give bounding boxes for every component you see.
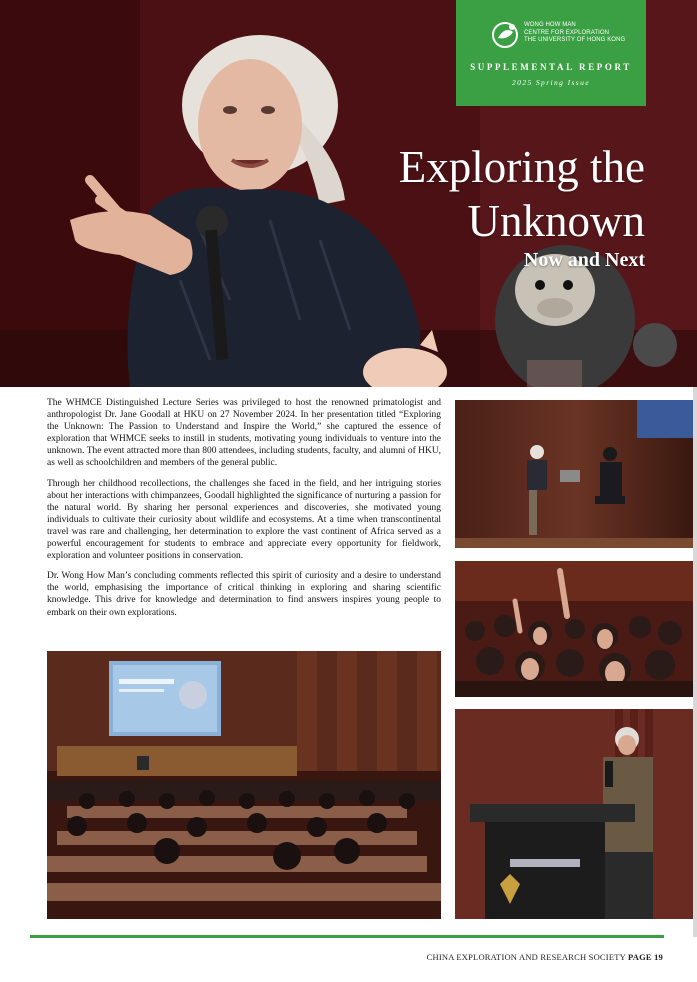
page-subtitle: Now and Next [523,249,645,271]
auditorium-illustration [47,651,441,919]
stage-conversation-illustration [455,400,694,548]
photo-speaker-podium [455,709,694,919]
org-line-1: WONG HOW MAN [524,22,576,28]
issue-label: 2025 Spring Issue [512,78,590,87]
report-label: SUPPLEMENTAL REPORT [470,62,632,72]
audience-hands-illustration [455,561,694,697]
speaker-podium-illustration [455,709,694,919]
footer-rule [30,935,664,938]
title-line-1: Exploring the [398,142,645,192]
page-footer [427,952,663,962]
photo-audience-hands [455,561,694,697]
paragraph-2: Through her childhood recollections, the challenges she faced in the field, and her intriguing stories about her interactions with chimpanzees, Goodall highlighted the significance of nurturing a passion for the natural world. By sharing her personal experiences and discoveries, she motivated young individuals to cultivate their curiosity about wildlife and ecosystems. At a time when transcontinental travel was rare and challenging, her determination to explore the vast continent of Africa served as a powerful encouragement for students to embrace and appreciate every opportunity for fieldwork, exploration and volunteer positions in conservation. [47,478,441,562]
org-line-3: THE UNIVERSITY OF HONG KONG [524,37,626,43]
page-title [399,140,645,248]
title-line-2: Unknown [467,196,645,246]
paragraph-1: The WHMCE Distinguished Lecture Series was privileged to host the renowned primatologist and anthropologist Dr. Jane Goodall at HKU on 27 November 2024. In her presentation titled “Exploring the Unknown: The Passion to Understand and Inspire the World,” she captured the essence of exploration that WHMCE seeks to instill in students, motivating young individuals to venture into the unknown. The event attracted more than 800 attendees, including students, faculty, and alumni of HKU, as well as schoolchildren and members of the general public. [47,398,441,469]
org-name [524,22,625,45]
publisher-name: CHINA EXPLORATION AND RESEARCH SOCIETY [426,952,626,962]
page-edge [693,387,697,937]
photo-auditorium [47,651,441,919]
page-number: PAGE 19 [627,952,663,962]
supplemental-report-badge [456,0,646,106]
photo-stage-conversation [455,400,694,548]
org-line-2: CENTRE FOR EXPLORATION [524,29,610,36]
paragraph-3: Dr. Wong How Man’s concluding comments reflected this spirit of curiosity and a desire to understand the world, emphasising the importance of critical thinking in exploring and sharing scientific knowledge. This drive for knowledge and determination to find answers inspires young people to embark on their own explorations. [47,571,441,618]
article-body [47,397,441,627]
